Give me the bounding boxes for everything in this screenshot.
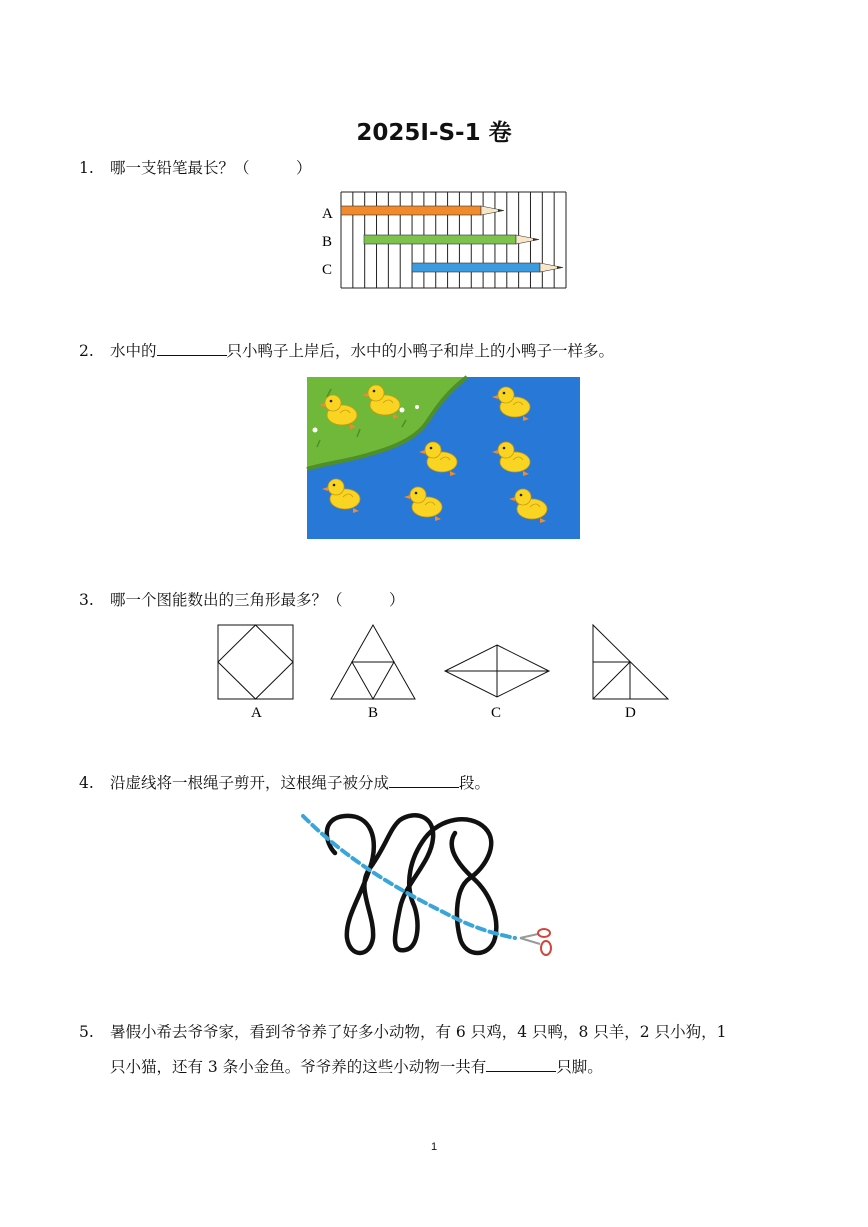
option-b-figure xyxy=(331,625,415,699)
option-d-figure xyxy=(593,625,668,699)
pencil-c xyxy=(412,263,563,272)
answer-blank[interactable] xyxy=(389,773,459,788)
question-text: 哪一个图能数出的三角形最多？（ ） xyxy=(110,591,405,609)
question-5: 5. 暑假小希去爷爷家，看到爷爷养了好多小动物，有 6 只鸡，4 只鸭，8 只羊，2 只小狗，1 xyxy=(79,1023,727,1041)
question-number: 1. xyxy=(79,159,94,177)
page-title: 2025I-S-1 卷 xyxy=(356,120,512,146)
ducks-pond-picture xyxy=(307,377,580,539)
pencil-a xyxy=(341,206,504,215)
question-1 xyxy=(79,158,312,178)
question-number: 2. xyxy=(79,342,94,360)
option-label-c: C xyxy=(491,705,502,721)
question-number: 4. xyxy=(79,774,94,792)
question-number: 3. xyxy=(79,591,94,609)
question-4: 4. 沿虚线将一根绳子剪开，这根绳子被分成 段。 xyxy=(79,774,491,792)
question-3 xyxy=(79,590,405,610)
option-label-b: B xyxy=(368,705,379,721)
pencil-b xyxy=(364,235,539,244)
option-a-figure xyxy=(218,625,293,699)
option-label-d: D xyxy=(625,705,636,721)
triangle-options-figure xyxy=(215,623,675,723)
question-text: 哪一支铅笔最长？（ ） xyxy=(110,159,312,177)
row-label-a: A xyxy=(322,206,333,222)
question-number: 5. xyxy=(79,1023,94,1041)
answer-blank[interactable] xyxy=(486,1057,556,1072)
question-2: 2. 水中的 只小鸭子上岸后，水中的小鸭子和岸上的小鸭子一样多。 xyxy=(79,342,615,360)
row-label-b: B xyxy=(322,234,333,250)
option-c-figure xyxy=(445,645,549,697)
rope-figure xyxy=(295,808,575,978)
pencil-grid-figure xyxy=(318,190,568,292)
scissors-icon xyxy=(520,929,551,955)
rope xyxy=(327,815,496,953)
row-label-c: C xyxy=(322,262,333,278)
page-number: 1 xyxy=(430,1141,438,1153)
question-5-line-2: 只小猫，还有 3 条小金鱼。爷爷养的这些小动物一共有 只脚。 xyxy=(110,1058,603,1076)
option-label-a: A xyxy=(251,705,262,721)
answer-blank[interactable] xyxy=(157,341,227,356)
